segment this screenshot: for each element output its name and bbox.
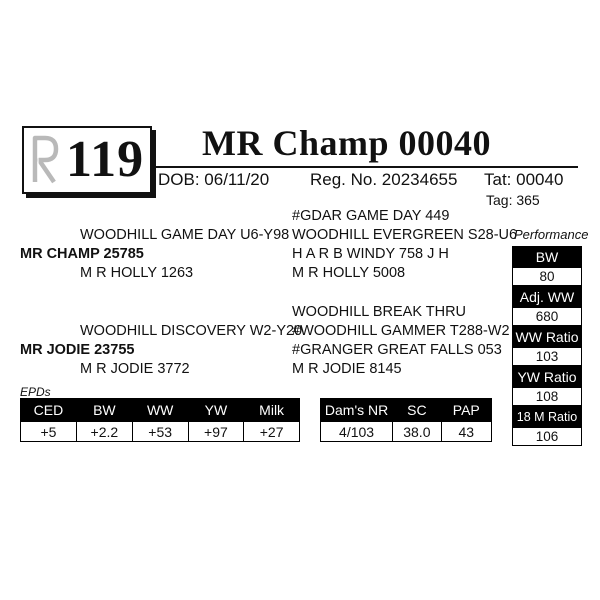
perf-value-adj-ww: 680: [512, 308, 582, 326]
animal-name: MR Champ 00040: [202, 123, 492, 163]
epd-value-milk: +27: [244, 422, 300, 442]
pedigree-sire: MR CHAMP 25785: [20, 246, 144, 262]
dam-stats-table: [320, 398, 492, 442]
perf-label-yw-ratio: YW Ratio: [512, 366, 582, 388]
epd-header-milk: Milk: [244, 399, 300, 422]
pedigree-ddd: M R JODIE 8145: [292, 361, 402, 377]
epds-label: EPDs: [20, 385, 51, 399]
pedigree-sire-sire: WOODHILL GAME DAY U6-Y98: [80, 227, 290, 243]
lot-number: 119: [66, 131, 145, 188]
pedigree-dam: MR JODIE 23755: [20, 342, 135, 358]
dob: DOB: 06/11/20: [158, 170, 270, 189]
perf-label-18m-ratio: 18 M Ratio: [512, 406, 582, 428]
pedigree-dam-dam: M R JODIE 3772: [80, 361, 190, 377]
dam-header-pap: PAP: [441, 399, 491, 422]
perf-label-adj-ww: Adj. WW: [512, 286, 582, 308]
epd-header-bw: BW: [76, 399, 132, 422]
pedigree-sdd: M R HOLLY 5008: [292, 265, 406, 281]
r-logo-icon: [30, 132, 60, 186]
epd-header-ced: CED: [21, 399, 77, 422]
perf-value-yw-ratio: 108: [512, 388, 582, 406]
performance-title: Performance: [514, 227, 589, 242]
pedigree-ssd: WOODHILL EVERGREEN S28-U6: [292, 227, 518, 243]
pedigree-dds: #GRANGER GREAT FALLS 053: [292, 342, 502, 358]
epd-header-yw: YW: [188, 399, 244, 422]
epd-value-yw: +97: [188, 422, 244, 442]
pedigree-dsd: #WOODHILL GAMMER T288-W2: [292, 323, 510, 339]
performance-panel: [512, 246, 582, 446]
pedigree-sire-dam: M R HOLLY 1263: [80, 265, 194, 281]
dam-value-sc: 38.0: [393, 422, 441, 442]
dam-value-nr: 4/103: [321, 422, 393, 442]
epd-header-ww: WW: [132, 399, 188, 422]
dam-header-nr: Dam's NR: [321, 399, 393, 422]
perf-value-bw: 80: [512, 268, 582, 286]
perf-label-ww-ratio: WW Ratio: [512, 326, 582, 348]
epd-table: [20, 398, 300, 442]
dam-header-sc: SC: [393, 399, 441, 422]
lot-number-box: [22, 126, 152, 194]
pedigree-sss: #GDAR GAME DAY 449: [292, 208, 450, 224]
tattoo: Tat: 00040: [484, 170, 564, 189]
epd-value-ced: +5: [21, 422, 77, 442]
pedigree-dss: WOODHILL BREAK THRU: [292, 304, 467, 320]
dam-value-pap: 43: [441, 422, 491, 442]
epd-value-bw: +2.2: [76, 422, 132, 442]
pedigree-sds: H A R B WINDY 758 J H: [292, 246, 449, 262]
epd-value-ww: +53: [132, 422, 188, 442]
perf-value-18m-ratio: 106: [512, 428, 582, 446]
perf-value-ww-ratio: 103: [512, 348, 582, 366]
pedigree-dam-sire: WOODHILL DISCOVERY W2-Y20: [80, 323, 303, 339]
header-divider: [150, 166, 578, 168]
registration-number: Reg. No. 20234655: [310, 170, 458, 189]
tag-number: Tag: 365: [486, 192, 540, 208]
perf-label-bw: BW: [512, 246, 582, 268]
